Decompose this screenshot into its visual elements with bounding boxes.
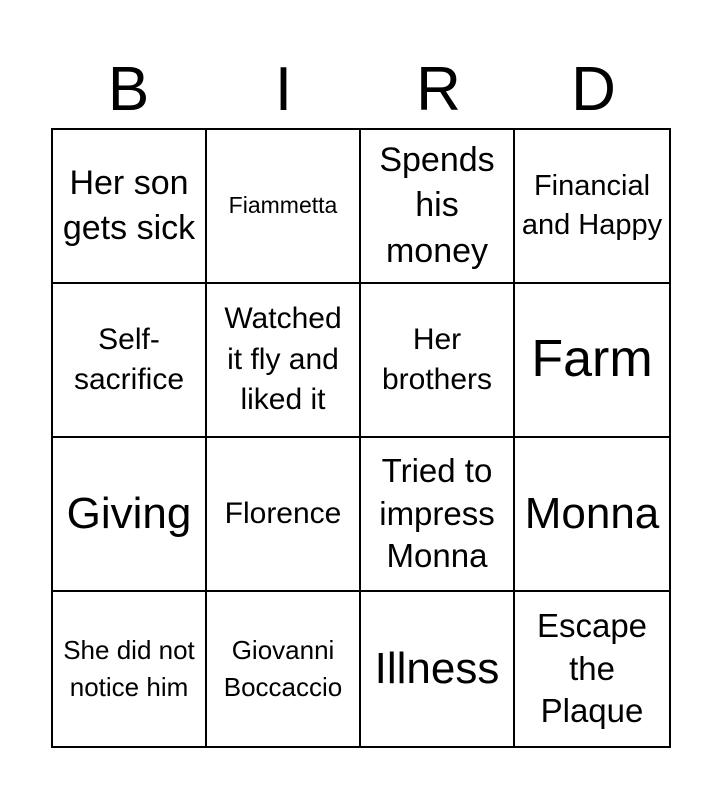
- header-letter-b: B: [107, 55, 150, 124]
- bingo-board: [51, 128, 671, 748]
- cell-text: Tried to impress Monna: [379, 451, 495, 575]
- cell-text: Her son gets sick: [62, 163, 196, 247]
- bingo-cell[interactable]: [207, 592, 361, 746]
- bingo-cell[interactable]: [515, 438, 669, 592]
- header-letter-r: R: [416, 55, 461, 124]
- bingo-cell[interactable]: [53, 592, 207, 746]
- cell-text: Fiammetta: [228, 192, 338, 219]
- bingo-cell[interactable]: [515, 592, 669, 746]
- bingo-cell[interactable]: [53, 438, 207, 592]
- cell-text: She did not notice him: [63, 635, 195, 702]
- bingo-cell[interactable]: [361, 284, 515, 438]
- cell-text: Financial and Happy: [521, 169, 663, 241]
- cell-text: Monna: [524, 488, 660, 538]
- header-letter-d: D: [571, 55, 616, 124]
- cell-text: Spends his money: [379, 141, 495, 270]
- bingo-header: [51, 52, 671, 128]
- cell-text: Escape the Plaque: [536, 606, 648, 730]
- bingo-cell[interactable]: [53, 130, 207, 284]
- cell-text: Illness: [374, 643, 500, 693]
- cell-text: Farm: [531, 330, 653, 389]
- cell-text: Watched it fly and liked it: [224, 302, 342, 417]
- cell-text: Florence: [224, 496, 342, 530]
- bingo-cell[interactable]: [515, 130, 669, 284]
- bingo-cell[interactable]: [53, 284, 207, 438]
- bingo-cell[interactable]: [361, 438, 515, 592]
- bingo-cell[interactable]: [361, 592, 515, 746]
- bingo-cell[interactable]: [515, 284, 669, 438]
- cell-text: Her brothers: [381, 322, 493, 396]
- cell-text: Self-sacrifice: [73, 322, 185, 396]
- bingo-cell[interactable]: [207, 438, 361, 592]
- header-letter-i: I: [274, 55, 293, 124]
- cell-text: Giovanni Boccaccio: [223, 635, 343, 702]
- bingo-cell[interactable]: [361, 130, 515, 284]
- bingo-cell[interactable]: [207, 284, 361, 438]
- bingo-cell[interactable]: [207, 130, 361, 284]
- cell-text: Giving: [66, 488, 192, 538]
